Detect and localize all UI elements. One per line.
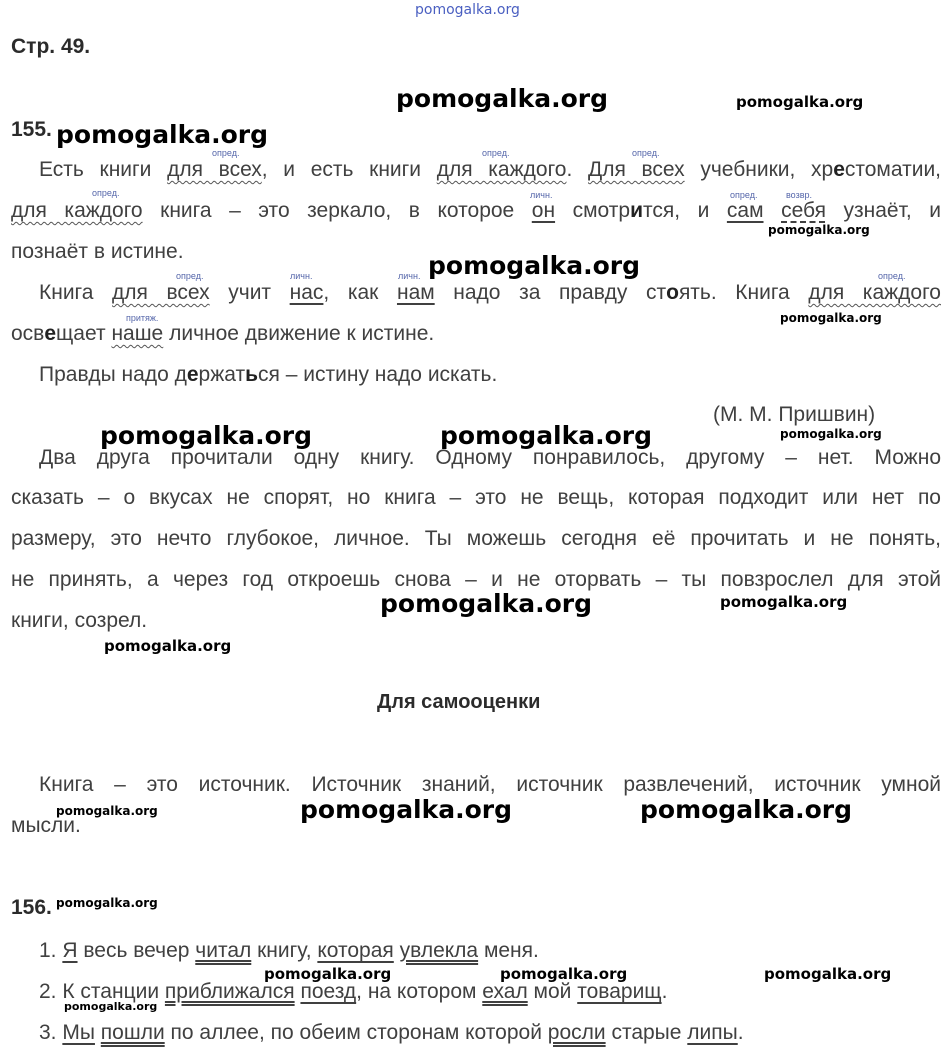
text-segment: надо за правду ст — [434, 281, 667, 304]
watermark: pomogalka.org — [640, 795, 853, 824]
text-line: книги, созрел. — [11, 609, 148, 632]
marked-word: для каждого — [436, 158, 567, 181]
marked-word: для всех — [112, 281, 210, 304]
watermark: pomogalka.org — [500, 965, 628, 983]
stressed-letter: о — [666, 281, 679, 304]
text-segment: . — [566, 158, 588, 181]
marked-word: он — [531, 199, 556, 222]
text-segment: стоматии, — [844, 158, 942, 181]
marked-word: росли — [547, 1021, 606, 1044]
marked-word: себя — [781, 199, 826, 222]
stressed-letter: и — [630, 199, 643, 222]
watermark: pomogalka.org — [264, 965, 392, 983]
marked-word: липы — [687, 1021, 738, 1044]
page-label: Стр. 49. — [11, 35, 91, 58]
marked-word: нас — [289, 281, 324, 304]
marked-word: пошли — [100, 1021, 165, 1044]
text-segment: ся – истину надо искать. — [258, 363, 498, 386]
watermark: pomogalka.org — [56, 120, 269, 149]
stressed-letter: е — [833, 158, 845, 181]
text-segment: узнаёт, и — [825, 199, 941, 222]
text-segment — [764, 199, 782, 222]
author-signature: (М. М. Пришвин) — [713, 403, 876, 426]
text-segment: , на котором — [356, 980, 483, 1003]
text-line: не принять, а через год откроешь снова – и не оторвать – ты повзрослел для этой — [11, 568, 941, 591]
watermark: pomogalka.org — [396, 84, 609, 113]
exercise-155-number: 155. — [11, 118, 52, 141]
text-segment: старые — [605, 1021, 688, 1044]
watermark: pomogalka.org — [300, 795, 513, 824]
marked-word: Я — [62, 939, 78, 962]
stressed-letter: е — [44, 322, 57, 345]
text-segment: книгу, — [251, 939, 318, 962]
tag-lichn: личн. — [398, 271, 421, 281]
tag-vozvr: возвр. — [786, 190, 812, 200]
text-segment: 2. К станции — [39, 980, 165, 1003]
stressed-letter: е — [186, 363, 199, 386]
tag-opred: опред. — [176, 271, 204, 281]
text-segment: ять. Книга — [678, 281, 809, 304]
text-segment: 1. — [39, 939, 63, 962]
text-line — [39, 280, 941, 306]
text-line: познаёт в истине. — [11, 240, 184, 263]
text-segment: личное движение к истине. — [163, 322, 435, 345]
text-segment: Есть книги — [39, 158, 168, 181]
marked-word: ехал — [482, 980, 528, 1003]
text-line: размеру, это нечто глубокое, личное. Ты можешь сегодня её прочитать и не понять, — [11, 527, 941, 550]
marked-word: товарищ — [577, 980, 662, 1003]
text-line — [39, 362, 941, 388]
tag-lichn: личн. — [290, 271, 313, 281]
tag-opred: опред. — [92, 188, 120, 198]
watermark: pomogalka.org — [720, 593, 848, 611]
watermark: pomogalka.org — [780, 427, 882, 441]
text-segment: осв — [11, 322, 45, 345]
marked-word: читал — [195, 939, 252, 962]
tag-prityazh: притяж. — [126, 313, 159, 323]
text-line: Книга – это источник. Источник знаний, источник развлечений, источник умной — [39, 773, 941, 796]
marked-word: увлекла — [399, 939, 479, 962]
marked-word: для каждого — [808, 281, 941, 304]
watermark: pomogalka.org — [56, 804, 158, 818]
text-line: мысли. — [11, 814, 81, 837]
text-segment: . — [737, 1021, 744, 1044]
watermark: pomogalka.org — [56, 896, 158, 910]
text-segment: Книга — [39, 281, 113, 304]
watermark: pomogalka.org — [64, 1000, 158, 1013]
text-segment: Правды надо д — [39, 363, 187, 386]
sentence-3 — [39, 1020, 941, 1046]
tag-opred: опред. — [878, 271, 906, 281]
text-segment: , как — [323, 281, 397, 304]
watermark: pomogalka.org — [768, 223, 870, 237]
marked-word: Для всех — [587, 158, 685, 181]
watermark: pomogalka.org — [440, 421, 653, 450]
watermark: pomogalka.org — [428, 251, 641, 280]
stressed-letter: ь — [245, 363, 259, 386]
marked-word: для всех — [167, 158, 262, 181]
text-segment: щает — [56, 322, 112, 345]
marked-word: для каждого — [11, 199, 143, 222]
watermark: pomogalka.org — [104, 637, 232, 655]
tag-opred: опред. — [212, 148, 240, 158]
watermark: pomogalka.org — [100, 421, 313, 450]
text-segment: по аллее, по обеим сторонам которой — [164, 1021, 548, 1044]
text-segment: меня. — [478, 939, 539, 962]
sentence-1 — [39, 938, 941, 964]
text-segment: смотр — [555, 199, 631, 222]
text-line: Два друга прочитали одну книгу. Одному понравилось, другому – нет. Можно — [39, 446, 941, 469]
text-segment: , и есть книги — [261, 158, 437, 181]
marked-word: наше — [111, 322, 164, 345]
text-segment: 3. — [39, 1021, 63, 1044]
watermark: pomogalka.org — [380, 589, 593, 618]
text-line — [39, 157, 941, 183]
watermark: pomogalka.org — [780, 311, 882, 325]
marked-word: приближался — [164, 980, 295, 1003]
text-segment: . — [661, 980, 668, 1003]
text-line — [11, 198, 941, 224]
marked-word: сам — [726, 199, 764, 222]
tag-opred: опред. — [632, 148, 660, 158]
text-segment: тся, и — [642, 199, 727, 222]
marked-word: нам — [396, 281, 435, 304]
marked-word: Мы — [62, 1021, 95, 1044]
text-segment: учит — [209, 281, 290, 304]
tag-opred: опред. — [730, 190, 758, 200]
marked-word: которая — [317, 939, 394, 962]
top-watermark: pomogalka.org — [415, 2, 520, 18]
text-segment: учебники, хр — [684, 158, 834, 181]
text-segment: мой — [527, 980, 578, 1003]
marked-word: поезд — [300, 980, 357, 1003]
exercise-156-number: 156. — [11, 896, 52, 919]
text-line: сказать – о вкусах не спорят, но книга – это не вещь, которая подходит или нет по — [11, 486, 941, 509]
tag-opred: опред. — [482, 148, 510, 158]
text-segment: весь вечер — [77, 939, 196, 962]
tag-lichn: личн. — [530, 190, 553, 200]
section-heading: Для самооценки — [377, 691, 541, 713]
text-segment: ржат — [198, 363, 246, 386]
watermark: pomogalka.org — [764, 965, 892, 983]
watermark: pomogalka.org — [736, 93, 864, 111]
text-segment: книга – это зеркало, в которое — [142, 199, 532, 222]
